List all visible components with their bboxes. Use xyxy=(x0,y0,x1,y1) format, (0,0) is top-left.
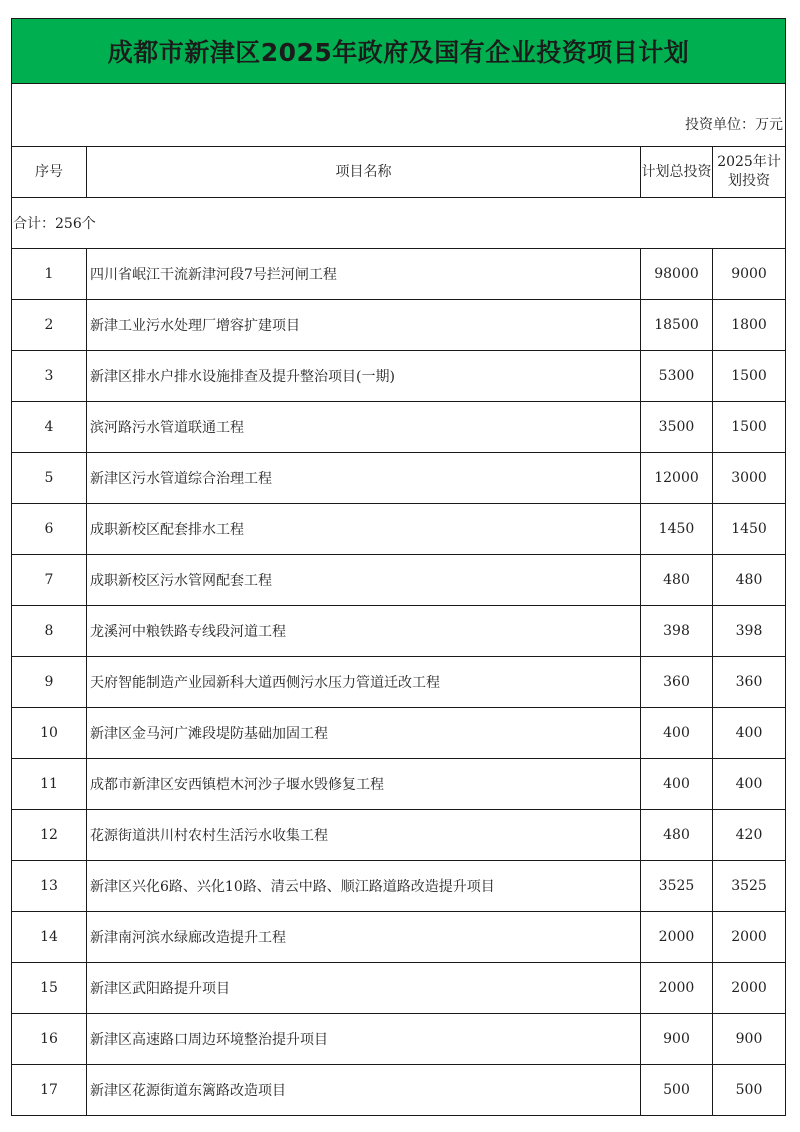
table-row xyxy=(12,453,786,504)
total-investment: 18500 xyxy=(641,300,713,351)
row-number: 15 xyxy=(12,963,87,1014)
row-number: 5 xyxy=(12,453,87,504)
project-name: 新津南河滨水绿廊改造提升工程 xyxy=(87,912,641,963)
plan-2025-investment: 1800 xyxy=(713,300,786,351)
table-row xyxy=(12,504,786,555)
total-investment: 360 xyxy=(641,657,713,708)
project-name: 四川省岷江干流新津河段7号拦河闸工程 xyxy=(87,249,641,300)
project-name: 新津区花源街道东篱路改造项目 xyxy=(87,1065,641,1116)
plan-2025-investment: 420 xyxy=(713,810,786,861)
row-number: 12 xyxy=(12,810,87,861)
plan-2025-investment: 500 xyxy=(713,1065,786,1116)
plan-2025-investment: 1500 xyxy=(713,402,786,453)
table-row xyxy=(12,861,786,912)
plan-2025-investment: 2000 xyxy=(713,963,786,1014)
row-number: 4 xyxy=(12,402,87,453)
table-row xyxy=(12,351,786,402)
project-name: 新津区兴化6路、兴化10路、清云中路、顺江路道路改造提升项目 xyxy=(87,861,641,912)
total-investment: 12000 xyxy=(641,453,713,504)
plan-2025-investment: 1450 xyxy=(713,504,786,555)
table-row xyxy=(12,1065,786,1116)
total-investment: 398 xyxy=(641,606,713,657)
investment-plan-table xyxy=(11,18,786,1116)
project-name: 新津工业污水处理厂增容扩建项目 xyxy=(87,300,641,351)
table-header-row xyxy=(12,147,786,198)
project-name: 花源街道洪川村农村生活污水收集工程 xyxy=(87,810,641,861)
row-number: 17 xyxy=(12,1065,87,1116)
total-investment: 400 xyxy=(641,708,713,759)
total-investment: 1450 xyxy=(641,504,713,555)
project-name: 新津区武阳路提升项目 xyxy=(87,963,641,1014)
total-investment: 480 xyxy=(641,810,713,861)
project-name: 新津区高速路口周边环境整治提升项目 xyxy=(87,1014,641,1065)
plan-2025-investment: 360 xyxy=(713,657,786,708)
project-name: 龙溪河中粮铁路专线段河道工程 xyxy=(87,606,641,657)
total-investment: 480 xyxy=(641,555,713,606)
table-row xyxy=(12,912,786,963)
table-row xyxy=(12,810,786,861)
row-number: 2 xyxy=(12,300,87,351)
plan-2025-investment: 400 xyxy=(713,708,786,759)
row-number: 8 xyxy=(12,606,87,657)
row-number: 3 xyxy=(12,351,87,402)
column-header-no: 序号 xyxy=(12,147,87,198)
plan-2025-investment: 9000 xyxy=(713,249,786,300)
row-number: 11 xyxy=(12,759,87,810)
row-number: 9 xyxy=(12,657,87,708)
table-row xyxy=(12,1014,786,1065)
total-investment: 3525 xyxy=(641,861,713,912)
investment-plan-sheet xyxy=(11,18,785,1116)
column-header-name: 项目名称 xyxy=(87,147,641,198)
row-number: 14 xyxy=(12,912,87,963)
plan-2025-investment: 900 xyxy=(713,1014,786,1065)
plan-2025-investment: 400 xyxy=(713,759,786,810)
row-number: 1 xyxy=(12,249,87,300)
investment-unit-label: 投资单位：万元 xyxy=(12,84,786,147)
total-project-count: 合计：256个 xyxy=(12,198,786,249)
row-number: 7 xyxy=(12,555,87,606)
total-investment: 900 xyxy=(641,1014,713,1065)
plan-2025-investment: 480 xyxy=(713,555,786,606)
row-number: 6 xyxy=(12,504,87,555)
total-investment: 3500 xyxy=(641,402,713,453)
total-investment: 500 xyxy=(641,1065,713,1116)
table-row xyxy=(12,657,786,708)
table-row xyxy=(12,606,786,657)
table-row xyxy=(12,963,786,1014)
table-row xyxy=(12,708,786,759)
total-investment: 5300 xyxy=(641,351,713,402)
table-row xyxy=(12,759,786,810)
column-header-total-investment: 计划总投资 xyxy=(641,147,713,198)
project-name: 新津区污水管道综合治理工程 xyxy=(87,453,641,504)
project-name: 滨河路污水管道联通工程 xyxy=(87,402,641,453)
total-investment: 98000 xyxy=(641,249,713,300)
total-investment: 400 xyxy=(641,759,713,810)
project-name: 新津区排水户排水设施排查及提升整治项目(一期) xyxy=(87,351,641,402)
project-name: 成职新校区污水管网配套工程 xyxy=(87,555,641,606)
plan-2025-investment: 3525 xyxy=(713,861,786,912)
plan-2025-investment: 1500 xyxy=(713,351,786,402)
plan-2025-investment: 398 xyxy=(713,606,786,657)
plan-2025-investment: 2000 xyxy=(713,912,786,963)
project-name: 成都市新津区安西镇桤木河沙子堰水毁修复工程 xyxy=(87,759,641,810)
table-row xyxy=(12,555,786,606)
row-number: 10 xyxy=(12,708,87,759)
total-investment: 2000 xyxy=(641,912,713,963)
plan-2025-investment: 3000 xyxy=(713,453,786,504)
row-number: 16 xyxy=(12,1014,87,1065)
document-title: 成都市新津区2025年政府及国有企业投资项目计划 xyxy=(12,19,786,84)
project-name: 天府智能制造产业园新科大道西侧污水压力管道迁改工程 xyxy=(87,657,641,708)
project-name: 新津区金马河广滩段堤防基础加固工程 xyxy=(87,708,641,759)
total-investment: 2000 xyxy=(641,963,713,1014)
summary-row xyxy=(12,198,786,249)
column-header-2025-plan: 2025年计划投资 xyxy=(713,147,786,198)
row-number: 13 xyxy=(12,861,87,912)
table-row xyxy=(12,300,786,351)
project-name: 成职新校区配套排水工程 xyxy=(87,504,641,555)
table-row xyxy=(12,402,786,453)
table-row xyxy=(12,249,786,300)
